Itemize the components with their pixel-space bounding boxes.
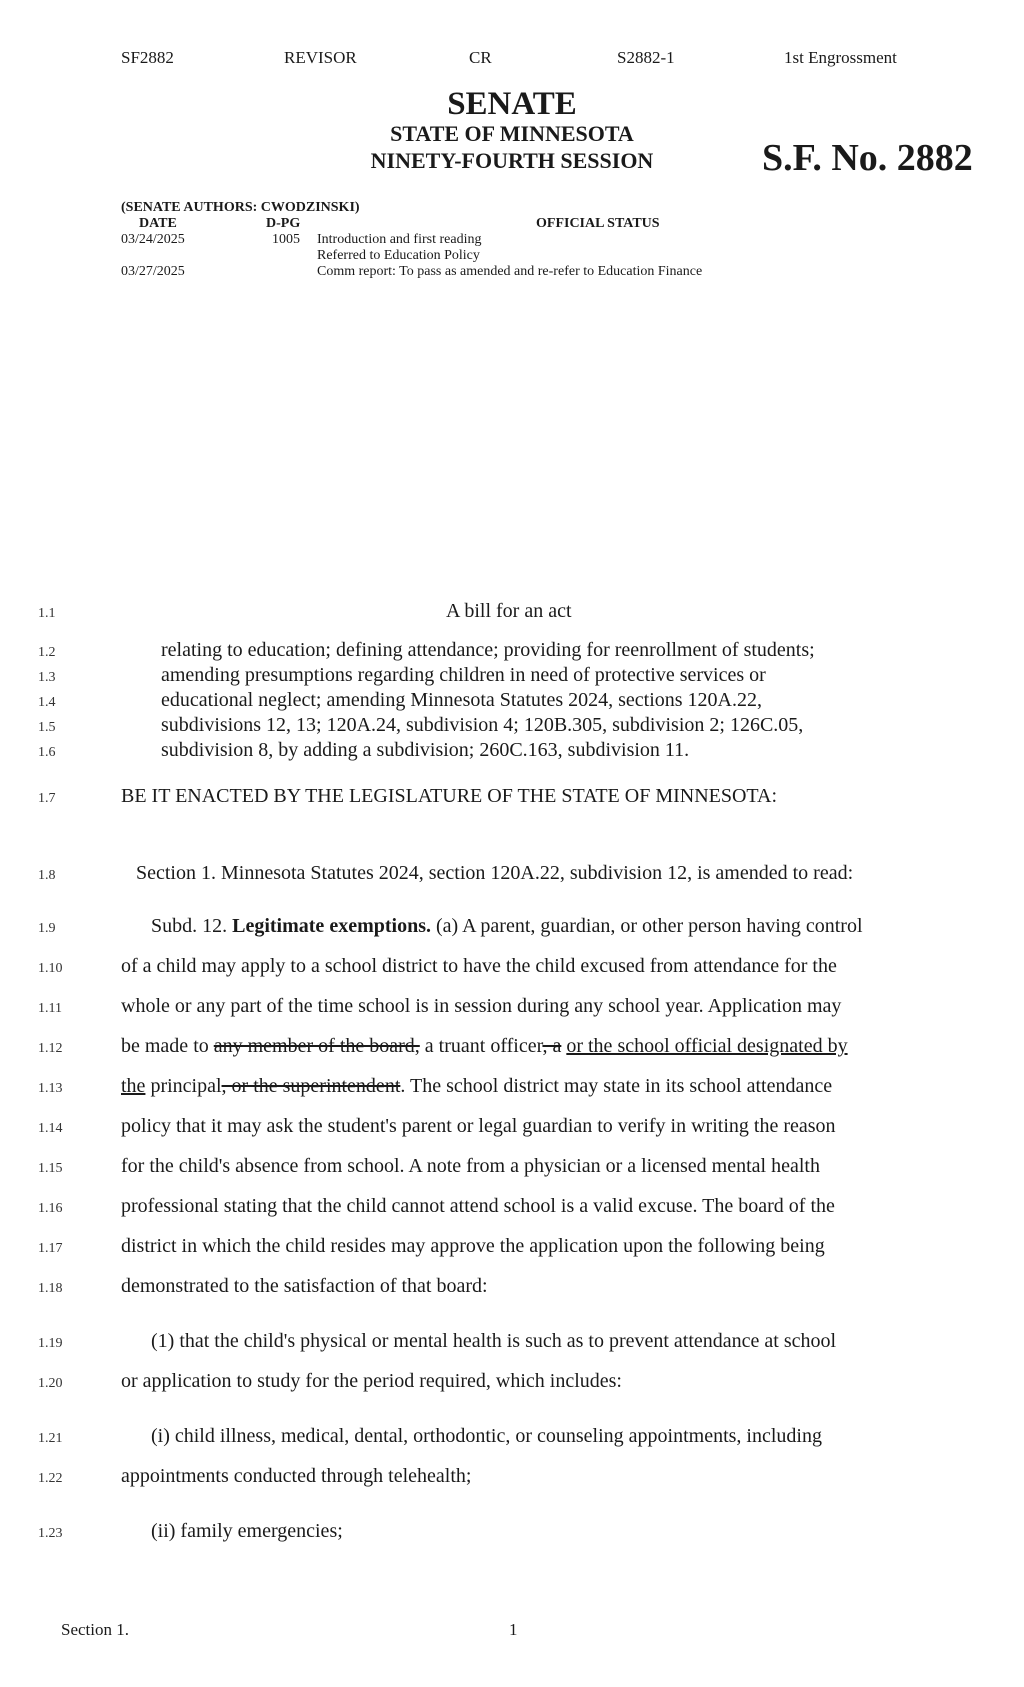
text-run: . The school district may state in its school attendance	[400, 1075, 833, 1097]
text-run: be made to	[121, 1035, 214, 1057]
line-number: 1.11	[38, 1001, 62, 1016]
bill-line: district in which the child resides may approve the application upon the following being	[121, 1235, 825, 1257]
inserted-text: the	[121, 1075, 146, 1097]
bill-line: demonstrated to the satisfaction of that board:	[121, 1275, 488, 1297]
section-heading: Section 1. Minnesota Statutes 2024, section 120A.22, subdivision 12, is amended to read:	[136, 862, 854, 884]
deleted-text: , or the superintendent	[221, 1075, 401, 1097]
line-number: 1.2	[38, 645, 56, 660]
line-number: 1.21	[38, 1431, 63, 1446]
header-doc-id: S2882-1	[617, 48, 675, 67]
bill-line: policy that it may ask the student's parent or legal guardian to verify in writing the reason	[121, 1115, 836, 1137]
bill-line: educational neglect; amending Minnesota Statutes 2024, sections 120A.22,	[161, 689, 762, 711]
bill-line	[121, 1035, 848, 1058]
bill-line: of a child may apply to a school district to have the child excused from attendance for the	[121, 955, 837, 977]
status-row-date: 03/27/2025	[121, 264, 185, 279]
text-run: principal	[145, 1075, 222, 1097]
bill-line	[151, 915, 863, 938]
bill-line: subdivisions 12, 13; 120A.24, subdivision 4; 120B.305, subdivision 2; 126C.05,	[161, 714, 804, 736]
bill-number: S.F. No. 2882	[762, 137, 973, 179]
line-number: 1.15	[38, 1161, 63, 1176]
subdivision-heading: Legitimate exemptions.	[232, 915, 431, 937]
header-revisor: REVISOR	[284, 48, 357, 67]
line-number: 1.12	[38, 1041, 63, 1056]
line-number: 1.6	[38, 745, 56, 760]
state-title: STATE OF MINNESOTA	[390, 121, 634, 146]
line-number: 1.20	[38, 1376, 63, 1391]
footer-section: Section 1.	[61, 1620, 129, 1639]
header-initials: CR	[469, 48, 492, 67]
senate-title: SENATE	[447, 86, 577, 122]
line-number: 1.10	[38, 961, 63, 976]
bill-line: (1) that the child's physical or mental health is such as to prevent attendance at school	[151, 1330, 837, 1352]
senate-authors: (SENATE AUTHORS: CWODZINSKI)	[121, 200, 360, 215]
line-number: 1.13	[38, 1081, 63, 1096]
line-number: 1.16	[38, 1201, 63, 1216]
bill-line: appointments conducted through telehealth;	[121, 1465, 472, 1487]
status-row-text: Introduction and first reading	[317, 232, 482, 247]
bill-line: amending presumptions regarding children in need of protective services or	[161, 664, 766, 686]
line-number: 1.3	[38, 670, 56, 685]
line-number: 1.1	[38, 606, 56, 621]
bill-line: (ii) family emergencies;	[151, 1520, 343, 1542]
status-col-date: DATE	[139, 216, 177, 231]
bill-line: subdivision 8, by adding a subdivision; 260C.163, subdivision 11.	[161, 739, 690, 761]
text-run: a truant officer	[419, 1035, 543, 1057]
status-col-dpg: D-PG	[266, 216, 301, 231]
bill-line	[121, 1075, 832, 1098]
text-run: (a) A parent, guardian, or other person having control	[430, 915, 863, 937]
enacting-clause: BE IT ENACTED BY THE LEGISLATURE OF THE STATE OF MINNESOTA:	[121, 785, 778, 807]
line-number: 1.8	[38, 868, 56, 883]
line-number: 1.14	[38, 1121, 63, 1136]
line-number: 1.22	[38, 1471, 63, 1486]
status-row-dpg: 1005	[272, 232, 300, 247]
bill-line: for the child's absence from school. A note from a physician or a licensed mental health	[121, 1155, 820, 1177]
session-title: NINETY-FOURTH SESSION	[370, 148, 654, 173]
status-col-status: OFFICIAL STATUS	[536, 216, 660, 231]
bill-line: (i) child illness, medical, dental, orthodontic, or counseling appointments, including	[151, 1425, 822, 1447]
deleted-text: any member of the board,	[213, 1035, 420, 1057]
line-number: 1.19	[38, 1336, 63, 1351]
status-row-date: 03/24/2025	[121, 232, 185, 247]
line-number: 1.5	[38, 720, 56, 735]
line-number: 1.9	[38, 921, 56, 936]
bill-line: or application to study for the period required, which includes:	[121, 1370, 622, 1392]
inserted-text: or the school official designated by	[566, 1035, 848, 1057]
header-engrossment: 1st Engrossment	[784, 48, 897, 67]
subdivision-label: Subd. 12.	[151, 915, 233, 937]
line-number: 1.18	[38, 1281, 63, 1296]
bill-line: relating to education; defining attendance; providing for reenrollment of students;	[161, 639, 815, 661]
status-row-text: Referred to Education Policy	[317, 248, 480, 263]
header-file-id: SF2882	[121, 48, 174, 67]
line-number: 1.7	[38, 791, 56, 806]
bill-line: whole or any part of the time school is in session during any school year. Application may	[121, 995, 842, 1017]
bill-title: A bill for an act	[446, 600, 572, 622]
line-number: 1.4	[38, 695, 56, 710]
line-number: 1.17	[38, 1241, 63, 1256]
line-number: 1.23	[38, 1526, 63, 1541]
bill-line: professional stating that the child cannot attend school is a valid excuse. The board of the	[121, 1195, 835, 1217]
status-row-text: Comm report: To pass as amended and re-refer to Education Finance	[317, 264, 703, 279]
footer-page-number: 1	[509, 1620, 518, 1639]
deleted-text: , a	[542, 1035, 562, 1057]
